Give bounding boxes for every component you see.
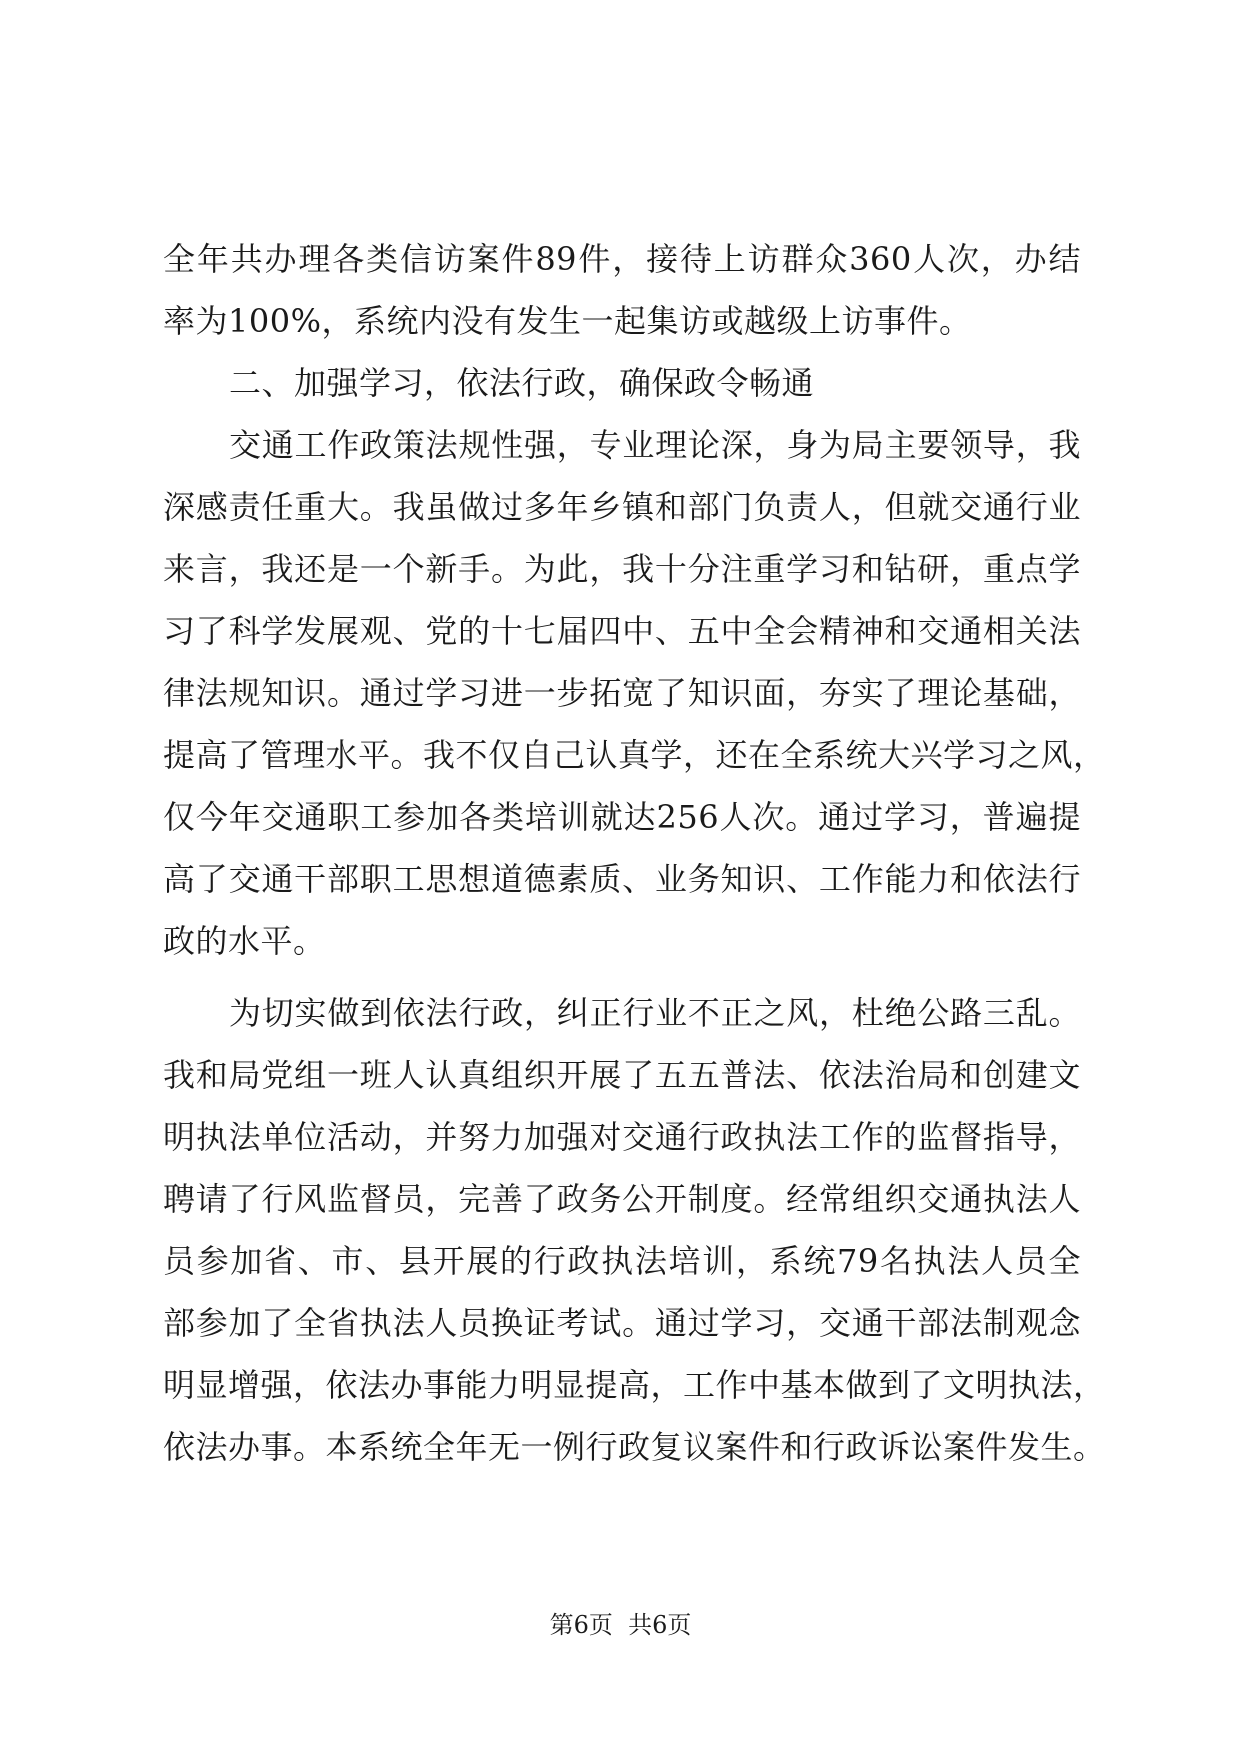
text-line: 明显增强，依法办事能力明显提高，工作中基本做到了文明执法， <box>163 1366 1106 1404</box>
paragraph-continuation <box>163 228 1081 352</box>
text-line: 明执法单位活动，并努力加强对交通行政执法工作的监督指导， <box>163 1118 1081 1156</box>
text-line: 为切实做到依法行政，纠正行业不正之风，杜绝公路三乱。 <box>229 994 1081 1032</box>
text-line: 仅今年交通职工参加各类培训就达256人次。通过学习，普遍提 <box>163 798 1081 836</box>
heading-line: 二、加强学习，依法行政，确保政令畅通 <box>229 364 815 402</box>
text-line: 高了交通干部职工思想道德素质、业务知识、工作能力和依法行 <box>163 860 1081 898</box>
text-line: 率为100%，系统内没有发生一起集访或越级上访事件。 <box>163 302 972 340</box>
page-number-footer: 第6页 共6页 <box>549 1611 692 1639</box>
text-line: 深感责任重大。我虽做过多年乡镇和部门负责人，但就交通行业 <box>163 488 1081 526</box>
paragraph-law-enforcement <box>163 982 1106 1478</box>
text-line: 聘请了行风监督员，完善了政务公开制度。经常组织交通执法人 <box>163 1180 1081 1218</box>
body-text <box>163 228 1106 1478</box>
text-line: 依法办事。本系统全年无一例行政复议案件和行政诉讼案件发生。 <box>163 1428 1106 1466</box>
text-line: 来言，我还是一个新手。为此，我十分注重学习和钻研，重点学 <box>163 550 1081 588</box>
paragraph-spacer <box>163 972 1081 982</box>
text-line: 政的水平。 <box>163 922 326 960</box>
text-line: 习了科学发展观、党的十七届四中、五中全会精神和交通相关法 <box>163 612 1081 650</box>
text-line: 律法规知识。通过学习进一步拓宽了知识面，夯实了理论基础， <box>163 674 1081 712</box>
text-line: 我和局党组一班人认真组织开展了五五普法、依法治局和创建文 <box>163 1056 1081 1094</box>
text-line: 员参加省、市、县开展的行政执法培训，系统79名执法人员全 <box>163 1242 1081 1280</box>
section-heading <box>163 352 1081 414</box>
text-line: 提高了管理水平。我不仅自己认真学，还在全系统大兴学习之风， <box>163 736 1106 774</box>
text-line: 全年共办理各类信访案件89件，接待上访群众360人次，办结 <box>163 240 1081 278</box>
text-line: 交通工作政策法规性强，专业理论深，身为局主要领导，我 <box>229 426 1081 464</box>
paragraph-study <box>163 414 1106 972</box>
text-line: 部参加了全省执法人员换证考试。通过学习，交通干部法制观念 <box>163 1304 1081 1342</box>
